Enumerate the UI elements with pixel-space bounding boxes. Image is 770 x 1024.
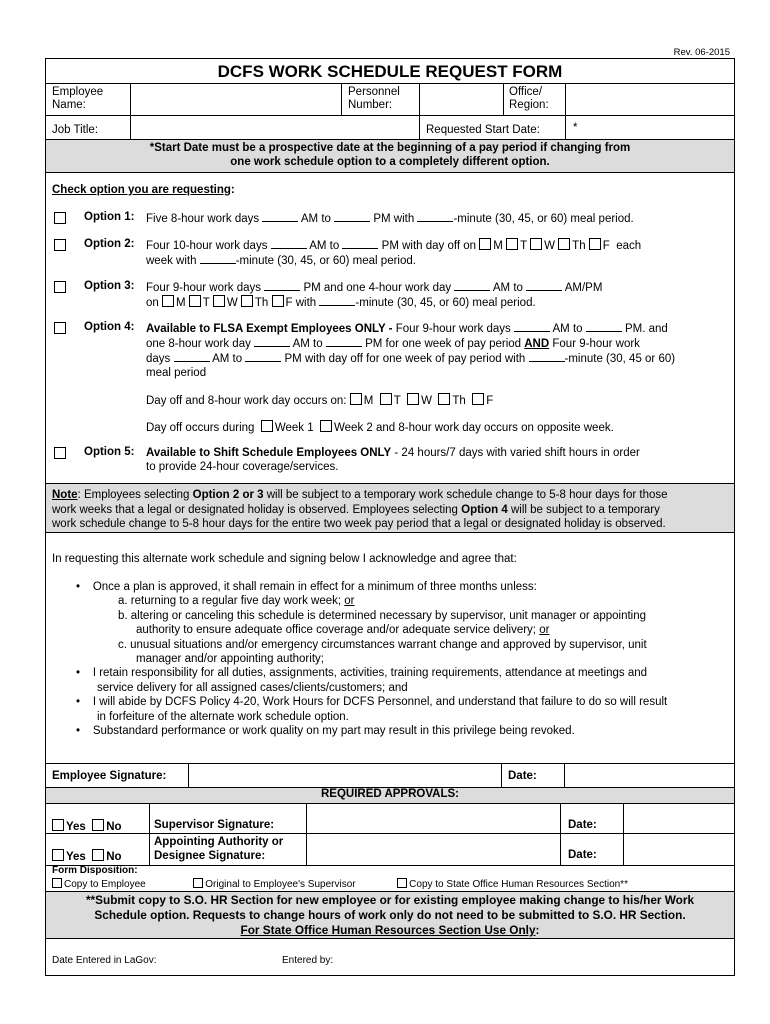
asterisk: * [573, 122, 578, 134]
office-region-label: Office/ Region: [509, 86, 549, 111]
job-title-label: Job Title: [52, 124, 99, 136]
option4-checkbox[interactable] [54, 322, 66, 334]
supervisor-no-checkbox[interactable] [92, 819, 104, 831]
opt4-week1-checkbox[interactable] [261, 420, 273, 432]
option3-checkbox[interactable] [54, 281, 66, 293]
personnel-number-label: Personnel Number: [348, 86, 400, 111]
option2-label: Option 2 [84, 238, 131, 250]
form-disposition-label: Form Disposition: [52, 865, 138, 876]
holiday-note: Note: Employees selecting Option 2 or 3 will be subject to a temporary work schedule change to 5-8 hour days for those work weeks that a legal or designated holiday is observed. Employees selecting Option 4 will be subject to a temporary work schedule change to 5-8 hour days for the entire two week pay period that a legal or designated holiday is observed. [52, 489, 668, 530]
opt2-day-w[interactable] [530, 238, 542, 250]
employee-date-label: Date: [508, 770, 537, 782]
supervisor-date-field[interactable] [627, 805, 727, 831]
copy-hr-checkbox[interactable] [397, 878, 407, 888]
start-date-note-line1: *Start Date must be a prospective date at the beginning of a pay period if changing from [149, 142, 631, 154]
required-approvals-heading: REQUIRED APPROVALS: [320, 788, 459, 800]
opt2-day-m[interactable] [479, 238, 491, 250]
opt3-day-t[interactable] [189, 295, 201, 307]
option4-label: Option 4 [84, 321, 131, 333]
option1-label: Option 1 [84, 211, 131, 223]
employee-date-field[interactable] [568, 765, 728, 785]
opt4-day-t[interactable] [380, 393, 392, 405]
opt4-day-f[interactable] [472, 393, 484, 405]
submit-note-line2: Schedule option. Requests to change hours of work only do not need to be submitted to S.O. HR Section. [94, 908, 686, 922]
opt4-week2-checkbox[interactable] [320, 420, 332, 432]
opt3-day-w[interactable] [213, 295, 225, 307]
appointing-signature-field[interactable] [310, 835, 556, 863]
opt4-day-w[interactable] [407, 393, 419, 405]
option5-label: Option 5 [84, 446, 131, 458]
supervisor-date-label: Date: [568, 819, 597, 831]
employee-signature-field[interactable] [192, 765, 497, 785]
opt3-day-m[interactable] [162, 295, 174, 307]
options-heading: Check option you are requesting [52, 184, 231, 196]
option2-checkbox[interactable] [54, 239, 66, 251]
copy-employee-checkbox[interactable] [52, 878, 62, 888]
option1-checkbox[interactable] [54, 212, 66, 224]
appointing-authority-label: Appointing Authority or [154, 836, 284, 848]
supervisor-signature-label: Supervisor Signature: [154, 819, 275, 831]
hr-use-heading: For State Office Human Resources Section Use Only [240, 923, 536, 937]
designee-signature-label: Designee Signature: [154, 850, 266, 862]
appointing-date-label: Date: [568, 849, 597, 861]
requested-start-label: Requested Start Date: [426, 124, 540, 136]
date-entered-label: Date Entered in LaGov: [52, 955, 157, 966]
opt2-day-f[interactable] [589, 238, 601, 250]
work-schedule-form: DCFS WORK SCHEDULE REQUEST FORM Employee Name: Personnel Number: Office/ Region: Job Title: Requested Start Date: * *Start Date must be a prospective date at the beginning of a pay period if changing from one work schedule option to a completely different option. Check option you are requesting: Option 1: Five 8-hour work days AM to PM with -minute (30, 45, or 60) meal period. Option 2: Four 10-hour work days AM to PM with day off on M T W Th F each week with -minute (30, 45, or 60) meal period. Option 3: Four 9-hour work days PM and one 4-hour work day AM to AM/PM on M T W Th F with -minute (30, 45, or 60) meal period. Option 4: Available to FLSA Exempt Employees ONLY - Four 9-hour work days AM to PM. and one 8-hour work day AM to PM for one week of pay period AND Four 9-hour work days AM to PM with day off for one week of pay period with -minute (30, 45 or 60) meal period Day off and 8-hour work day occurs on: M T W Th F Day off occurs during Week 1 Week 2 and 8-hour work day occurs on opposite week. Option 5: Available to Shift Schedule Employees ONLY - 24 hours/7 days with varied shift hours in order to provide 24-hour coverage/services. Note: Employees selecting Option 2 or 3 will be subject to a temporary work schedule change to 5-8 hour days for those work weeks that a legal or designated holiday is observed. Employees selecting Option 4 will be subject to a temporary work schedule change to 5-8 hour days for the entire two week pay period that a legal or designated holiday is observed. In requesting this alternate work schedule and signing below I acknowledge and agree that: • Once a plan is approved, it shall remain in effect for a minimum of three months unless: a. returning to a regular five day work week; or b. altering or canceling this schedule is determined necessary by supervisor, unit manager or appointing authority to ensure adequate office coverage and/or adequate service delivery; or c. unusual situations and/or emergency circumstances warrant change and approved by supervisor, unit manager and/or appointing authority; • I retain responsibility for all duties, assignments, activities, training requirements, attendance at meetings and service delivery for all assigned cases/clients/customers; and • I will abide by DCFS Policy 4-20, Work Hours for DCFS Personnel, and understand that failure to do so will result in forfeiture of the alternate work schedule option. • Substandard performance or work quality on my part may result in this privilege being revoked. Employee Signature: Date: REQUIRED APPROVALS: Yes No Supervisor Signature: Date: Yes No Appointing Authority or Designee Signature: Date: Form Disposition: Copy to Employee Original to Employee's Supervisor Copy to State Office Human Resources Section** **Submit copy to S.O. HR Section for new employee or for existing employee making change to his/her Work Schedule option. Requests to change hours of work only do not need to be submitted to S.O. HR Section. For State Office Human Resources Section Use Only: Date Entered in LaGov: Entered by: [45, 58, 735, 976]
opt2-day-th[interactable] [558, 238, 570, 250]
personnel-number-field[interactable] [423, 85, 503, 115]
option3-label: Option 3: [84, 280, 135, 292]
opt2-day-t[interactable] [506, 238, 518, 250]
appointing-yes-checkbox[interactable] [52, 849, 64, 861]
entered-by-label: Entered by: [282, 955, 334, 966]
opt3-day-th[interactable] [241, 295, 253, 307]
submit-note-line1: **Submit copy to S.O. HR Section for new employee or for existing employee making change to his/her Work [85, 893, 695, 907]
appointing-date-field[interactable] [627, 835, 727, 863]
start-date-note-line2: one work schedule option to a completely different option. [230, 156, 550, 168]
form-title: DCFS WORK SCHEDULE REQUEST FORM [217, 62, 563, 81]
revision-label: Rev. 06-2015 [673, 47, 730, 58]
opt4-day-th[interactable] [438, 393, 450, 405]
employee-name-field[interactable] [134, 85, 334, 115]
appointing-no-checkbox[interactable] [92, 849, 104, 861]
opt3-day-f[interactable] [272, 295, 284, 307]
ack-intro: In requesting this alternate work schedule and signing below I acknowledge and agree that: [52, 553, 517, 565]
supervisor-signature-field[interactable] [310, 805, 556, 831]
office-region-field[interactable] [569, 85, 729, 115]
original-supervisor-checkbox[interactable] [193, 878, 203, 888]
ack-list: • Once a plan is approved, it shall remain in effect for a minimum of three months unless: a. returning to a regular five day work week; or b. altering or canceling this schedule is determined necessary by supervisor, unit manager or appointing authority to ensure adequate office coverage and/or adequate service delivery; or c. unusual situations and/or emergency circumstances warrant change and approved by supervisor, unit manager and/or appointing authority; • I retain responsibility for all duties, assignments, activities, training requirements, attendance at meetings and service delivery for all assigned cases/clients/customers; and • I will abide by DCFS Policy 4-20, Work Hours for DCFS Personnel, and understand that failure to do so will result in forfeiture of the alternate work schedule option. • Substandard performance or work quality on my part may result in this privilege being revoked. [76, 581, 668, 738]
employee-signature-label: Employee Signature: [52, 770, 167, 782]
opt4-day-m[interactable] [350, 393, 362, 405]
option5-checkbox[interactable] [54, 447, 66, 459]
employee-name-label: Employee Name: [52, 86, 104, 111]
supervisor-yes-checkbox[interactable] [52, 819, 64, 831]
